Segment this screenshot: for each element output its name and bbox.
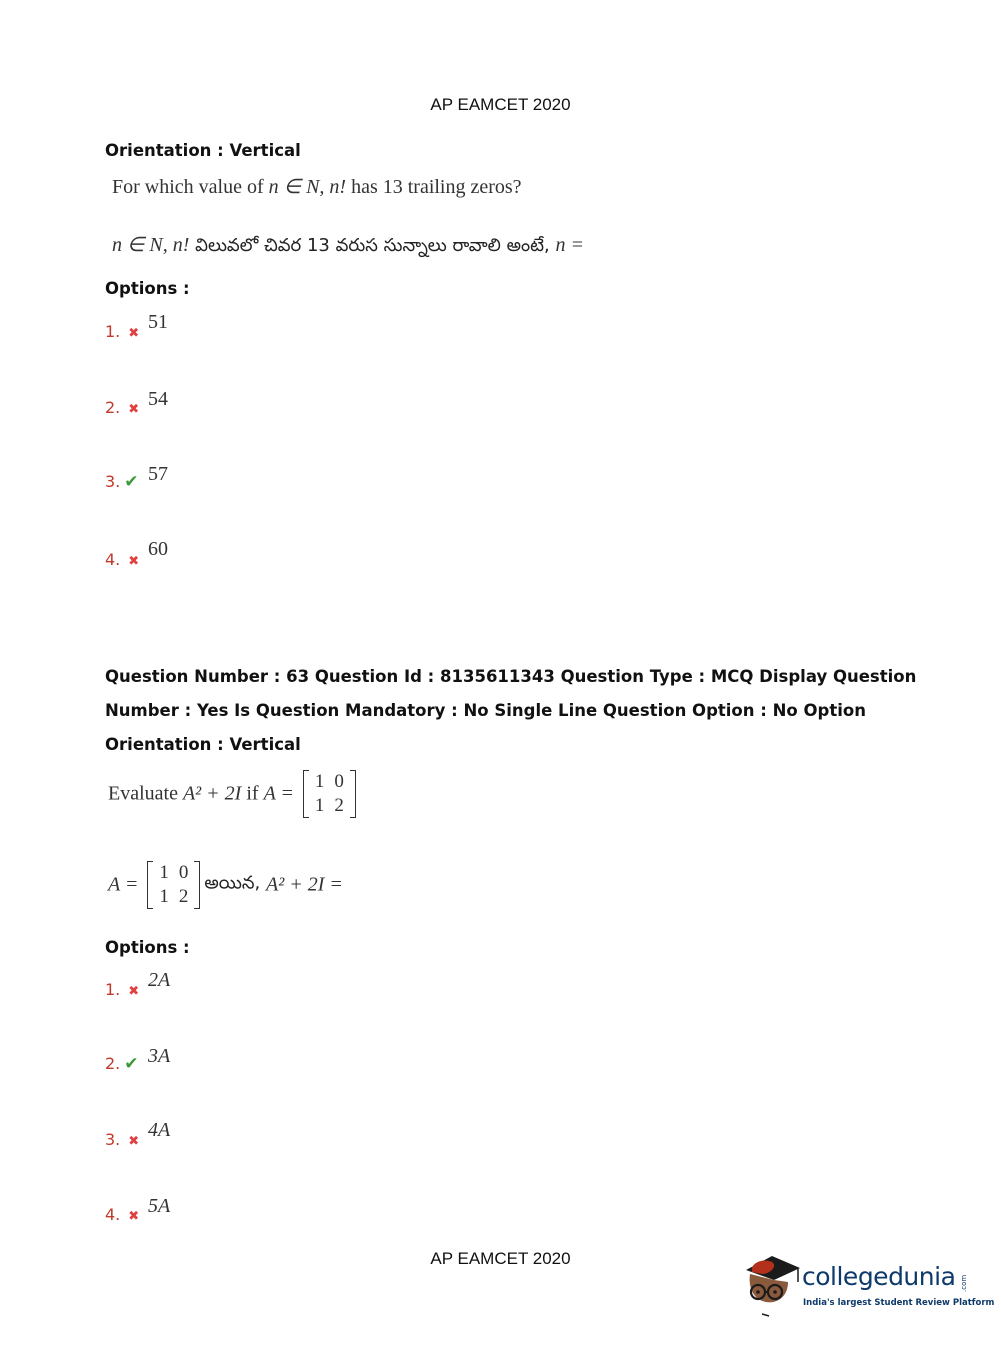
q63-english-if: if xyxy=(241,782,264,805)
q63-meta-line-2: Number : Yes Is Question Mandatory : No Single Line Question Option : No Option xyxy=(105,701,866,720)
matrix-cell: 1 xyxy=(314,795,325,816)
q62-option-1-value: 51 xyxy=(148,311,168,333)
q63-english-prefix: Evaluate xyxy=(108,782,183,805)
page-footer: AP EAMCET 2020 xyxy=(430,1249,571,1268)
q62-question-english xyxy=(112,174,522,199)
collegedunia-mascot-icon xyxy=(742,1248,802,1320)
matrix-cell: 1 xyxy=(159,886,169,907)
matrix-cell: 1 xyxy=(159,862,169,883)
q62-option-3-number: 3. ✔ xyxy=(105,472,139,492)
wrong-mark-icon: ✖ xyxy=(128,554,140,569)
q63-option-1-number: 1. ✖ xyxy=(105,980,140,999)
wrong-mark-icon: ✖ xyxy=(128,1134,140,1149)
wrong-mark-icon: ✖ xyxy=(128,1209,140,1224)
wrong-mark-icon: ✖ xyxy=(128,326,140,341)
q63-matrix-telugu xyxy=(147,861,200,909)
matrix-cell: 0 xyxy=(178,862,189,883)
q62-english-math: n ∈ N, n! xyxy=(268,176,347,198)
correct-check-icon: ✔ xyxy=(124,472,139,492)
q63-option-3-value: 4A xyxy=(148,1119,171,1141)
q63-options-label: Options : xyxy=(105,938,190,957)
q62-option-2-number: 2. ✖ xyxy=(105,398,140,417)
q62-option-1-number: 1. ✖ xyxy=(105,322,140,341)
q62-english-suffix: has 13 trailing zeros? xyxy=(346,176,522,198)
q62-options-label: Options : xyxy=(105,279,190,298)
wrong-mark-icon: ✖ xyxy=(128,984,140,999)
q62-telugu-math: n ∈ N, n! xyxy=(112,234,190,256)
collegedunia-logo-text: collegedunia xyxy=(802,1262,956,1291)
collegedunia-tagline: India's largest Student Review Platform xyxy=(803,1298,995,1308)
q63-english-expr: A² + 2I xyxy=(182,782,242,805)
q63-telugu-lhs: A = xyxy=(108,873,139,896)
q63-english-lhs: A = xyxy=(263,782,294,805)
correct-check-icon: ✔ xyxy=(124,1054,139,1074)
matrix-cell: 2 xyxy=(178,886,189,907)
q63-telugu-word: అయిన, xyxy=(204,872,266,894)
q62-option-3-value: 57 xyxy=(148,463,168,485)
q62-english-prefix: For which value of xyxy=(112,176,269,198)
q63-option-1-value: 2A xyxy=(148,969,171,991)
matrix-cell: 1 xyxy=(314,771,325,792)
q63-matrix-english xyxy=(303,770,356,818)
q63-option-2-value: 3A xyxy=(148,1045,171,1067)
wrong-mark-icon: ✖ xyxy=(128,402,140,417)
q62-telugu-end: n = xyxy=(555,234,584,256)
q63-option-4-number: 4. ✖ xyxy=(105,1205,140,1224)
q62-option-4-value: 60 xyxy=(148,538,168,560)
collegedunia-suffix: .com xyxy=(960,1274,968,1292)
q63-question-english xyxy=(108,770,360,818)
q62-option-4-number: 4. ✖ xyxy=(105,550,140,569)
q63-orientation: Orientation : Vertical xyxy=(105,735,301,754)
q63-option-3-number: 3. ✖ xyxy=(105,1130,140,1149)
q63-telugu-expr: A² + 2I = xyxy=(266,873,343,896)
q62-orientation: Orientation : Vertical xyxy=(105,141,301,160)
q63-option-4-value: 5A xyxy=(148,1195,171,1217)
page-header: AP EAMCET 2020 xyxy=(430,95,571,114)
q62-telugu-text: విలువలో చివర 13 వరుస సున్నాలు రావాలి అంటే, xyxy=(189,235,556,256)
matrix-cell: 0 xyxy=(334,771,344,792)
q63-question-telugu xyxy=(108,861,343,909)
matrix-cell: 2 xyxy=(334,795,344,816)
q62-question-telugu xyxy=(112,232,584,260)
q62-option-2-value: 54 xyxy=(148,388,168,410)
q63-option-2-number: 2. ✔ xyxy=(105,1054,139,1074)
q63-meta-line-1: Question Number : 63 Question Id : 8135611343 Question Type : MCQ Display Question xyxy=(105,667,917,686)
